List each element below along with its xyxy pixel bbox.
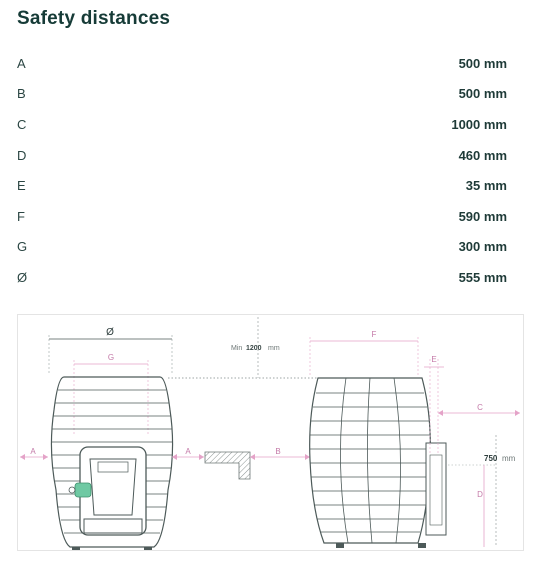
- height-750-dimension: [484, 435, 516, 547]
- list-item: [17, 109, 507, 140]
- c-dimension: [438, 403, 520, 416]
- list-item: [17, 232, 507, 263]
- distance-value: 500 mm: [458, 55, 507, 71]
- distance-label: F: [17, 208, 25, 224]
- distance-label: Ø: [17, 269, 28, 285]
- wall-hatch: [205, 452, 250, 479]
- distance-value: 35 mm: [465, 178, 507, 194]
- arrow-right-icon: [515, 410, 520, 416]
- side-view-stove: [310, 330, 446, 548]
- label-750-value: 750: [484, 454, 498, 463]
- wall-section: [205, 452, 250, 479]
- a-left-dimension: [20, 447, 48, 460]
- ash-drawer: [84, 519, 142, 533]
- list-item: [17, 140, 507, 171]
- distance-value: 500 mm: [458, 86, 507, 102]
- front-view-stove: [49, 327, 173, 550]
- b-label: B: [275, 447, 281, 456]
- distance-value: 590 mm: [458, 208, 507, 224]
- side-firebox: [426, 443, 446, 535]
- d-dimension: [448, 465, 496, 547]
- side-leg: [336, 543, 344, 548]
- arrow-right-icon: [199, 454, 204, 460]
- stove-clearance-diagram: [17, 314, 524, 551]
- side-leg: [418, 543, 426, 548]
- min-label-value: 1200: [246, 345, 262, 352]
- side-rib: [394, 378, 401, 543]
- distance-label: A: [17, 55, 26, 71]
- distance-value: 1000 mm: [451, 116, 507, 132]
- e-label: E: [431, 355, 437, 364]
- distance-label: E: [17, 178, 26, 194]
- list-item: [17, 79, 507, 110]
- door-window: [90, 459, 136, 515]
- door-handle-icon: [75, 483, 91, 497]
- b-dimension: [250, 447, 310, 460]
- min-label-prefix: Min: [231, 345, 243, 352]
- door-hinge-icon: [69, 487, 75, 493]
- diagram-svg: [18, 315, 523, 550]
- distance-label: C: [17, 116, 27, 132]
- a-left-label: A: [30, 447, 36, 456]
- a-right-dimension: [172, 447, 204, 460]
- side-rib: [340, 378, 348, 543]
- distance-value: 300 mm: [458, 239, 507, 255]
- g-label: G: [107, 353, 115, 362]
- safety-distance-list: [17, 48, 507, 293]
- stove-leg: [144, 547, 152, 550]
- c-label: C: [477, 403, 483, 412]
- d-label: D: [477, 490, 483, 499]
- arrow-right-icon: [43, 454, 48, 460]
- distance-label: G: [17, 239, 28, 255]
- distance-label: B: [17, 86, 26, 102]
- distance-label: D: [17, 147, 27, 163]
- distance-value: 555 mm: [458, 269, 507, 285]
- list-item: [17, 201, 507, 232]
- a-right-label: A: [185, 447, 191, 456]
- list-item: [17, 48, 507, 79]
- list-item: [17, 262, 507, 293]
- min-label-unit: mm: [268, 345, 280, 352]
- side-rib: [367, 378, 372, 543]
- min-height-dimension: [231, 317, 280, 378]
- f-label: F: [371, 330, 377, 339]
- arrow-left-icon: [438, 410, 443, 416]
- diameter-label: Ø: [106, 327, 114, 338]
- page-title: Safety distances: [17, 8, 171, 29]
- list-item: [17, 170, 507, 201]
- label-750-unit: mm: [502, 454, 516, 463]
- arrow-left-icon: [20, 454, 25, 460]
- stove-leg: [72, 547, 80, 550]
- arrow-left-icon: [250, 454, 255, 460]
- distance-value: 460 mm: [458, 147, 507, 163]
